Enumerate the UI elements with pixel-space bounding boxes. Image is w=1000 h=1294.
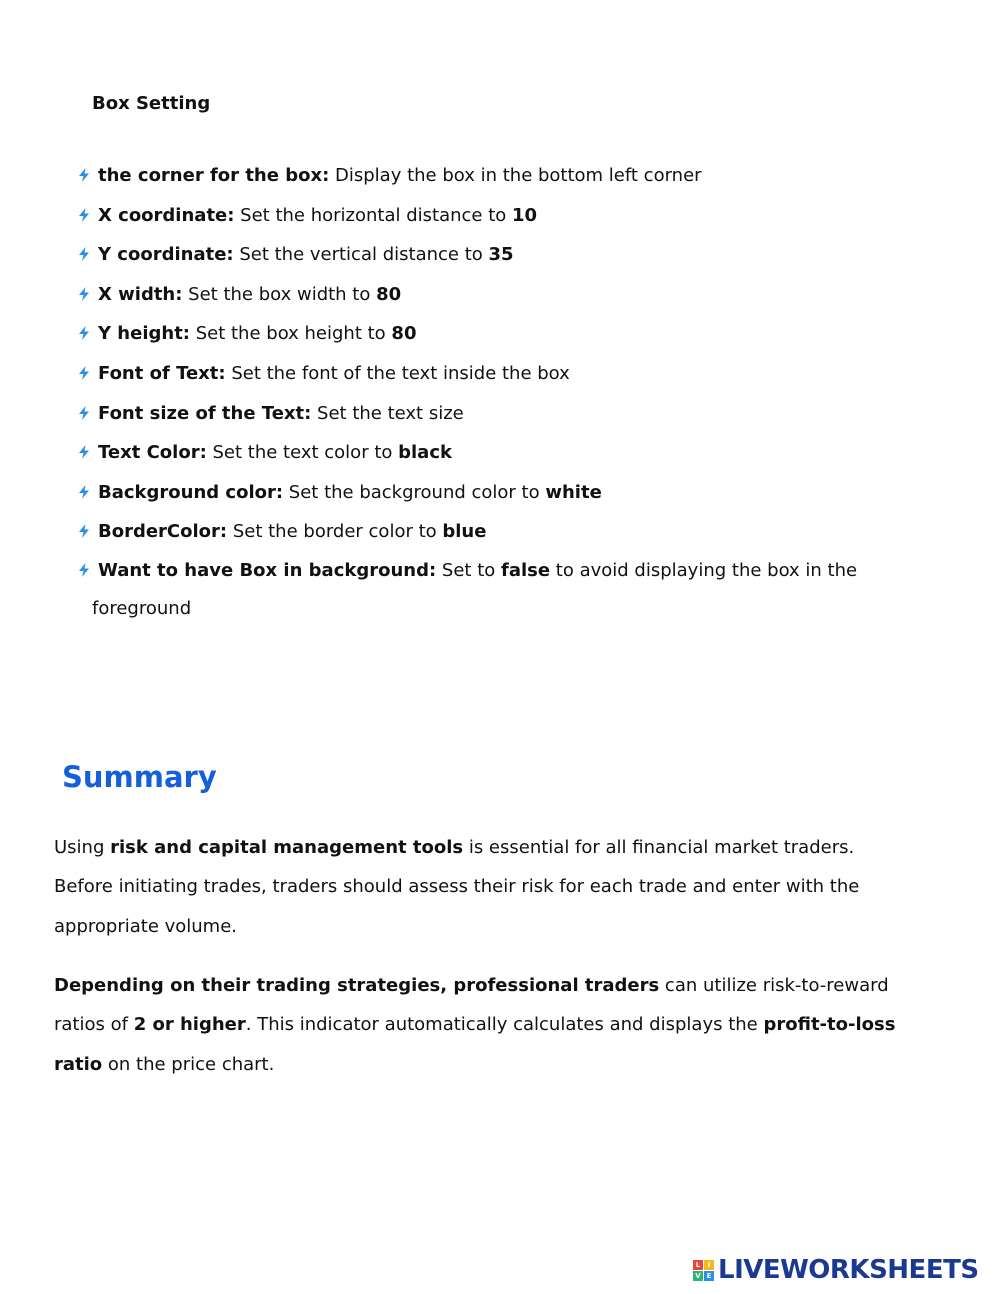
setting-text: Set to [436, 559, 501, 581]
para-text: Using [54, 837, 111, 858]
setting-value: 35 [488, 244, 514, 266]
list-item [78, 235, 908, 275]
setting-value: 10 [512, 204, 538, 226]
list-item [78, 433, 908, 473]
setting-text: Set the text color to [206, 442, 399, 464]
setting-label: Y coordinate: [98, 244, 234, 266]
setting-value: 80 [376, 283, 402, 305]
list-item [78, 354, 908, 394]
setting-text: Set the background color to [283, 481, 546, 503]
setting-text: Set the vertical distance to [233, 244, 489, 266]
setting-label: Font of Text: [98, 362, 226, 384]
para-text: on the price chart. [102, 1053, 275, 1075]
list-item [78, 196, 908, 236]
para-bold: risk and capital management tools [110, 837, 464, 858]
lightning-bolt-icon [78, 445, 90, 459]
summary-paragraph-1 [54, 828, 914, 946]
list-item [78, 275, 908, 315]
setting-value: false [500, 559, 551, 581]
setting-text: Set the font of the text inside the box [225, 362, 570, 384]
logo-tile: I [704, 1260, 714, 1270]
logo-tile: V [693, 1271, 703, 1281]
setting-label: Want to have Box in background: [98, 559, 437, 581]
setting-text: Set the text size [311, 402, 464, 424]
logo-text: LIVEWORKSHEETS [718, 1255, 979, 1285]
para-bold: profit-to-loss ratio [54, 1014, 896, 1075]
list-item [78, 156, 908, 196]
setting-value: black [398, 442, 452, 464]
box-setting-list [78, 156, 908, 628]
para-bold: 2 or higher [133, 1014, 246, 1036]
setting-value: blue [442, 521, 487, 543]
setting-label: Font size of the Text: [98, 402, 312, 424]
list-item [78, 512, 908, 552]
lightning-bolt-icon [78, 168, 90, 182]
list-item [78, 394, 908, 434]
box-setting-title: Box Setting [92, 93, 211, 114]
summary-title: Summary [62, 760, 217, 794]
para-text: is essential for all financial market traders. Before initiating trades, traders should assess their risk for each trade and enter with the appropriate volume. [54, 837, 860, 937]
lightning-bolt-icon [78, 563, 90, 577]
logo-tiles-icon [693, 1260, 714, 1281]
lightning-bolt-icon [78, 524, 90, 538]
setting-label: X coordinate: [98, 204, 235, 226]
setting-label: Background color: [98, 481, 284, 503]
setting-text: Set the box height to [190, 323, 392, 345]
lightning-bolt-icon [78, 485, 90, 499]
summary-paragraph-2 [54, 966, 914, 1084]
setting-label: BorderColor: [98, 521, 228, 543]
setting-text: Set the horizontal distance to [234, 204, 513, 226]
setting-text: Set the border color to [227, 521, 443, 543]
list-item [78, 314, 908, 354]
lightning-bolt-icon [78, 287, 90, 301]
list-item [78, 473, 908, 513]
setting-label: the corner for the box: [98, 165, 330, 186]
liveworksheets-logo [693, 1254, 979, 1286]
setting-value: 80 [391, 323, 417, 345]
setting-text: Display the box in the bottom left corner [329, 165, 702, 186]
lightning-bolt-icon [78, 208, 90, 222]
setting-text-after: to avoid displaying the box in the foreground [92, 559, 858, 619]
list-item [78, 552, 908, 628]
lightning-bolt-icon [78, 366, 90, 380]
setting-label: Text Color: [98, 442, 207, 464]
setting-label: X width: [98, 283, 183, 305]
setting-value: white [545, 481, 602, 503]
lightning-bolt-icon [78, 247, 90, 261]
lightning-bolt-icon [78, 326, 90, 340]
setting-label: Y height: [98, 323, 190, 345]
lightning-bolt-icon [78, 406, 90, 420]
para-text: . This indicator automatically calculates and displays the [245, 1014, 764, 1036]
para-text: can utilize risk-to-reward ratios of [54, 975, 889, 1036]
para-bold: Depending on their trading strategies, professional traders [54, 975, 660, 996]
logo-tile: L [693, 1260, 703, 1270]
logo-tile: E [704, 1271, 714, 1281]
setting-text: Set the box width to [182, 283, 377, 305]
